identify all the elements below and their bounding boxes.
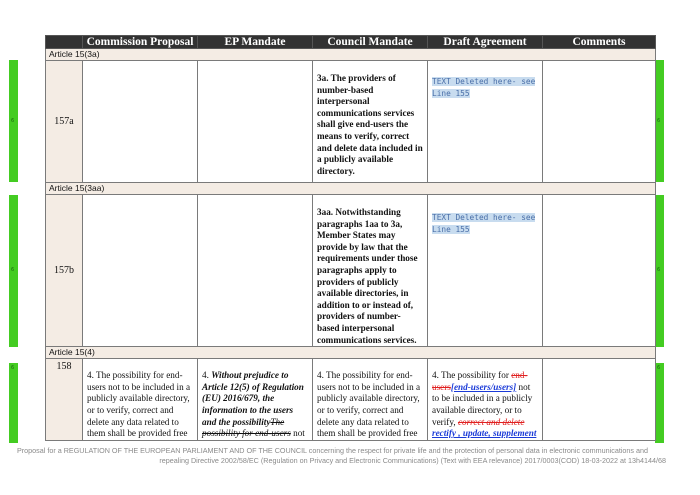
change-mark: 6: [11, 118, 15, 124]
right-change-bar-157a: [655, 60, 664, 182]
ep-suffix: not: [290, 428, 305, 439]
row-number: 157b: [46, 195, 83, 347]
commission-cell: [83, 195, 198, 347]
header-ep-mandate: EP Mandate: [198, 36, 313, 49]
header-draft-agreement: Draft Agreement: [428, 36, 543, 49]
change-mark: 6: [657, 267, 661, 273]
header-comments: Comments: [543, 36, 656, 49]
table-row-158: [46, 359, 656, 441]
council-cell: [313, 61, 428, 183]
commission-cell: [83, 61, 198, 183]
commission-text: 4. The possibility for end-users not to be included in a publicly available directory, or to verify, correct and delete any data related to them shall be provided free: [87, 370, 191, 439]
ep-deletion: The possibility for end-users: [202, 416, 291, 439]
left-change-bar-157a: [9, 60, 18, 182]
comments-cell: [543, 61, 656, 183]
council-text: 4. The possibility for end-users not to be included in a publicly available directory, or to verify, correct and delete any data related to them shall be provided free: [317, 370, 421, 439]
header-number: [46, 36, 83, 49]
section-row: [46, 183, 656, 195]
ep-cell: [198, 359, 313, 441]
draft-text: [428, 359, 542, 440]
header-commission-proposal: Commission Proposal: [83, 36, 198, 49]
draft-cell: [428, 359, 543, 441]
section-title: Article 15(3aa): [46, 183, 656, 195]
table-row-157b: [46, 195, 656, 347]
draft-deletion-2: correct and delete: [457, 416, 525, 427]
header-council-mandate: Council Mandate: [313, 36, 428, 49]
deleted-note: TEXT Deleted here- see Line 155: [432, 77, 536, 98]
ep-prefix: 4.: [202, 370, 212, 381]
change-mark: 6: [657, 118, 661, 124]
four-column-table: [45, 35, 656, 441]
page-number: 44/68: [648, 456, 666, 465]
comments-cell: [543, 359, 656, 441]
left-change-bar-157b: [9, 195, 18, 347]
draft-insertion-2: rectify , update, supplement: [432, 428, 537, 439]
section-row: [46, 347, 656, 359]
change-mark: 6: [11, 267, 15, 273]
section-title: Article 15(3a): [46, 49, 656, 61]
ep-cell: [198, 61, 313, 183]
council-text: 3a. The providers of number-based interpersonal communications services shall give end-users the means to verify, correct and delete data included in a publicly available directory.: [317, 73, 423, 176]
deleted-note: TEXT Deleted here- see Line 155: [432, 213, 536, 234]
commission-cell: [83, 359, 198, 441]
ep-insertion: Without prejudice to Article 12(5) of Regulation (EU) 2016/679, the information to the users and the possibility: [202, 370, 304, 427]
ep-cell: [198, 195, 313, 347]
comments-cell: [543, 195, 656, 347]
left-change-bar-158: [9, 363, 18, 443]
council-cell: [313, 359, 428, 441]
draft-cell: [428, 61, 543, 183]
section-title: Article 15(4): [46, 347, 656, 359]
draft-prefix: 4. The possibility for: [432, 370, 512, 381]
right-change-bar-157b: [655, 195, 664, 347]
council-text: 3aa. Notwithstanding paragraphs 1aa to 3a, Member States may provide by law that the requirements under those paragraphs apply to providers of publicly available directories, in addition to or instead of, providers of number-based interpersonal communications services.: [317, 207, 418, 345]
table-row-157a: [46, 61, 656, 183]
table-header-row: [46, 36, 656, 49]
draft-cell: [428, 195, 543, 347]
council-cell: [313, 195, 428, 347]
section-row: [46, 49, 656, 61]
draft-deletion-1: end-users: [432, 370, 528, 392]
row-number: 158: [46, 359, 83, 441]
draft-middle: not to be included in a publicly available directory, or to verify,: [432, 381, 533, 427]
right-change-bar-158: [655, 363, 664, 443]
change-mark: 6: [11, 365, 15, 371]
ep-text: [198, 359, 312, 440]
page-footer: Proposal for a REGULATION OF THE EUROPEAN PARLIAMENT AND OF THE COUNCIL concerning the respect for private life and the protection of personal data in electronic communications and repealing Directive 2002/58/EC (Regulation on Privacy and Electronic Communications) (Text with EEA relevance) 2017/0003(COD) 18-03-2022 at 13h41: [16, 446, 648, 465]
row-number: 157a: [46, 61, 83, 183]
change-mark: 6: [657, 365, 661, 371]
draft-insertion-1: [end-users/users]: [450, 381, 517, 392]
